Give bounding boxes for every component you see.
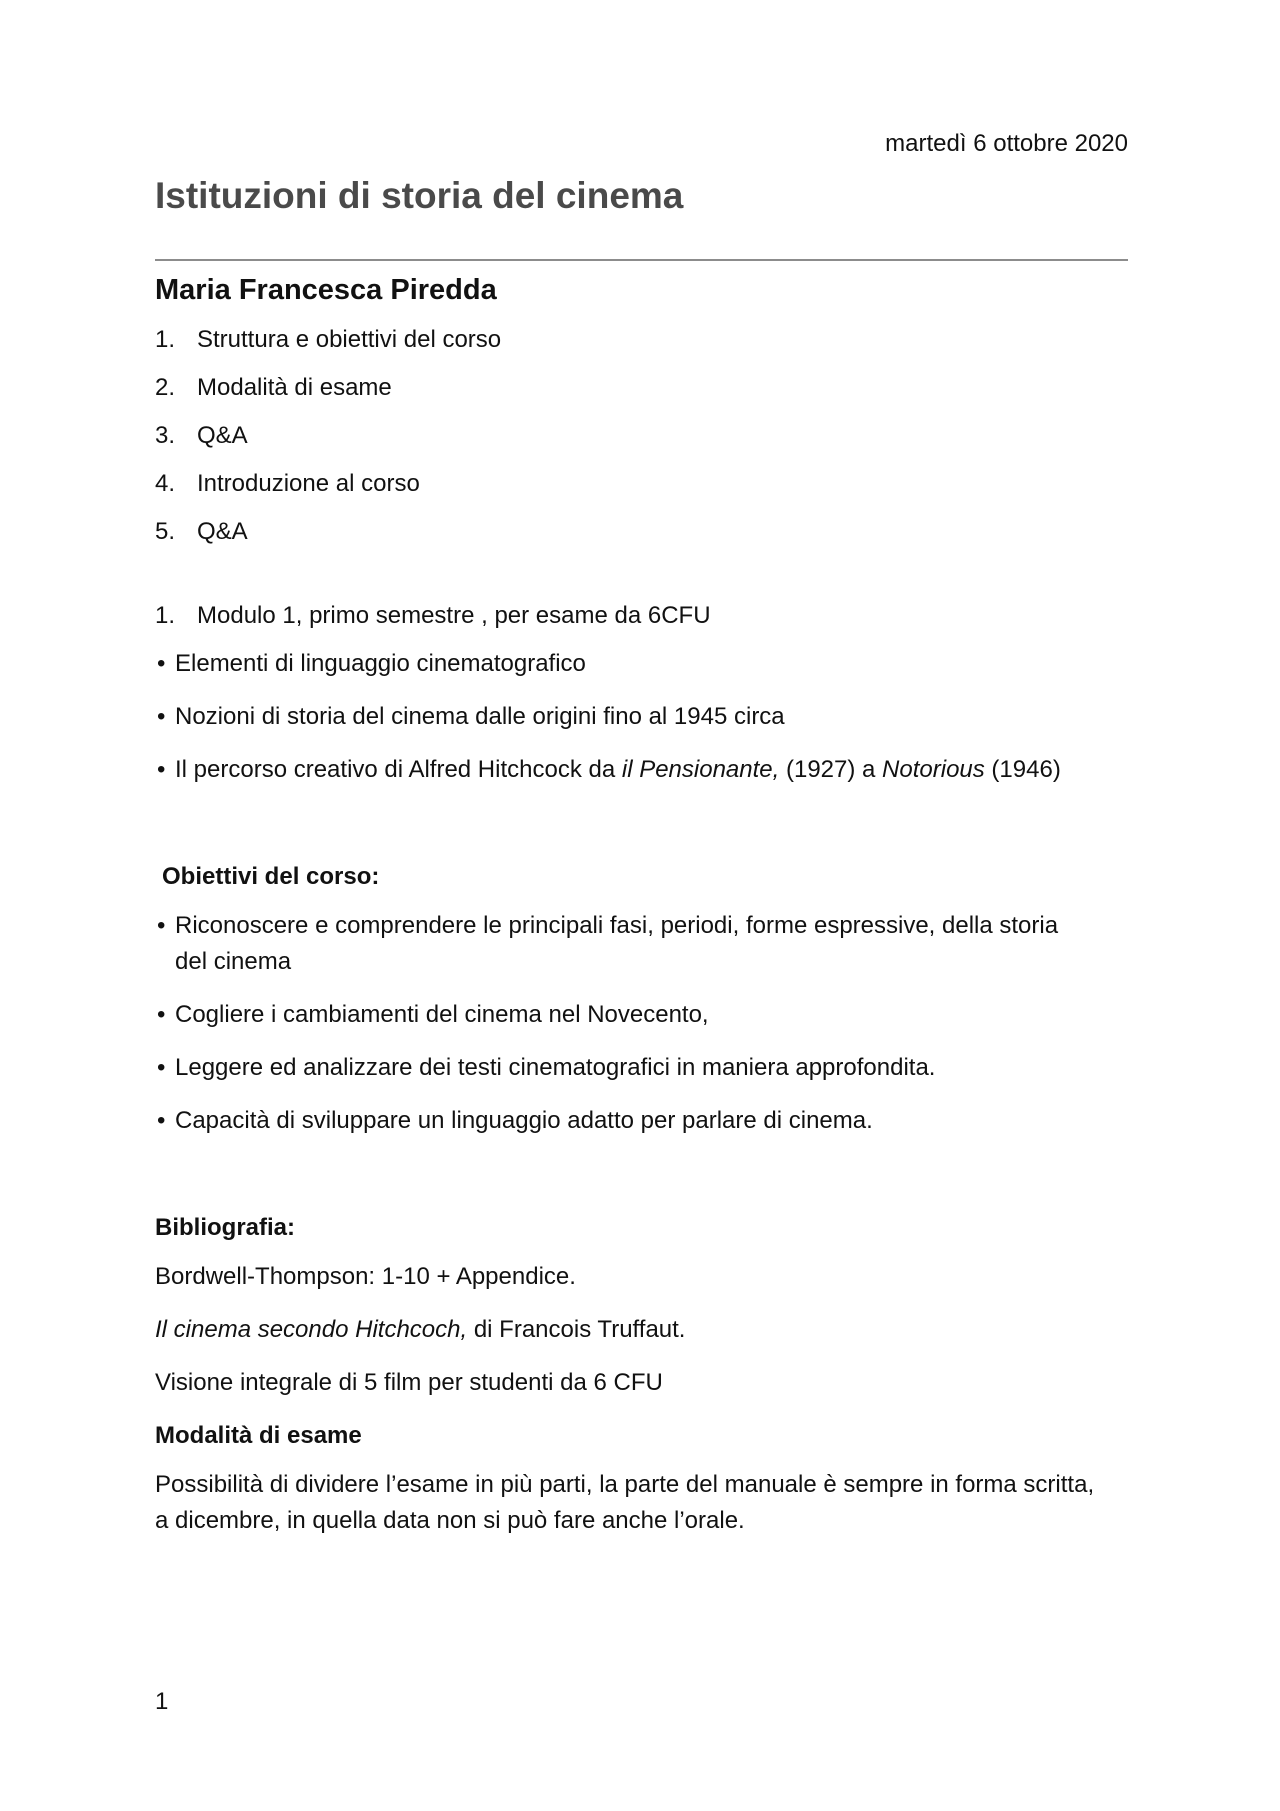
- module-topics-list: [155, 646, 1095, 788]
- list-item-text: Capacità di sviluppare un linguaggio adatto per parlare di cinema.: [175, 1107, 873, 1134]
- agenda-item: [155, 418, 1095, 454]
- list-item-text: [175, 756, 1061, 783]
- spacer: [155, 805, 1095, 859]
- agenda-item-number: 4.: [155, 470, 176, 497]
- bibliography-entry: [155, 1312, 1095, 1348]
- document-title: Istituzioni di storia del cinema: [155, 175, 684, 216]
- agenda-item-text: Introduzione al corso: [197, 470, 420, 497]
- film-title: il Pensionante,: [621, 756, 780, 783]
- bullet-icon: •: [157, 1107, 166, 1134]
- bibliography-entry: Bordwell-Thompson: 1-10 + Appendice.: [155, 1263, 576, 1290]
- list-item-text: Riconoscere e comprendere le principali fasi, periodi, forme espressive, della storia del cinema: [175, 912, 1059, 975]
- module-number: 1.: [155, 602, 176, 629]
- list-item-text: Leggere ed analizzare dei testi cinematografici in maniera approfondita.: [175, 1054, 936, 1081]
- author-name: Maria Francesca Piredda: [155, 274, 497, 306]
- film-title: Notorious: [882, 756, 985, 783]
- agenda-item-text: Modalità di esame: [197, 374, 392, 401]
- module-heading-list: [155, 598, 1095, 634]
- title-divider: [155, 259, 1128, 261]
- list-item-text: Nozioni di storia del cinema dalle origini fino al 1945 circa: [175, 703, 785, 730]
- agenda-item-number: 1.: [155, 326, 176, 353]
- module-heading: [155, 598, 1095, 634]
- exam-heading: Modalità di esame: [155, 1422, 362, 1449]
- module-text: Modulo 1, primo semestre , per esame da 6CFU: [197, 602, 711, 629]
- bullet-icon: •: [157, 703, 166, 730]
- list-item: [155, 908, 1095, 980]
- agenda-item-text: Q&A: [197, 422, 248, 449]
- list-item-text: Cogliere i cambiamenti del cinema nel Novecento,: [175, 1001, 709, 1028]
- exam-text: Possibilità di dividere l’esame in più parti, la parte del manuale è sempre in forma scritta, a dicembre, in quella data non si può fare anche l’orale.: [155, 1471, 1095, 1534]
- text-segment: Il percorso creativo di Alfred Hitchcock da: [175, 756, 622, 783]
- list-item: [155, 699, 1095, 735]
- objectives-list: [155, 908, 1095, 1139]
- spacer: [155, 562, 1095, 598]
- text-segment: di Francois Truffaut.: [467, 1316, 686, 1343]
- agenda-item-text: Struttura e obiettivi del corso: [197, 326, 502, 353]
- document-body: [155, 270, 1095, 1556]
- bullet-icon: •: [157, 756, 166, 783]
- bibliography-entry: Visione integrale di 5 film per studenti da 6 CFU: [155, 1369, 663, 1396]
- agenda-item: [155, 370, 1095, 406]
- objectives-heading: Obiettivi del corso:: [162, 863, 380, 890]
- bullet-icon: •: [157, 912, 166, 939]
- agenda-list: [155, 322, 1095, 550]
- book-title: Il cinema secondo Hitchcoch,: [155, 1316, 468, 1343]
- list-item: [155, 997, 1095, 1033]
- list-item-text: Elementi di linguaggio cinematografico: [175, 650, 586, 677]
- agenda-item-number: 2.: [155, 374, 176, 401]
- agenda-item: [155, 322, 1095, 358]
- text-segment: (1946): [984, 756, 1061, 783]
- agenda-item-number: 5.: [155, 518, 176, 545]
- list-item: [155, 1050, 1095, 1086]
- page-number: 1: [155, 1688, 169, 1715]
- document-date: martedì 6 ottobre 2020: [885, 130, 1128, 157]
- list-item: [155, 646, 1095, 682]
- list-item: [155, 752, 1095, 788]
- bibliography-heading: Bibliografia:: [155, 1214, 296, 1241]
- bullet-icon: •: [157, 1001, 166, 1028]
- agenda-item-text: Q&A: [197, 518, 248, 545]
- text-segment: (1927) a: [779, 756, 883, 783]
- agenda-item: [155, 514, 1095, 550]
- agenda-item: [155, 466, 1095, 502]
- bullet-icon: •: [157, 1054, 166, 1081]
- list-item: [155, 1103, 1095, 1139]
- agenda-item-number: 3.: [155, 422, 176, 449]
- bullet-icon: •: [157, 650, 166, 677]
- spacer: [155, 1156, 1095, 1210]
